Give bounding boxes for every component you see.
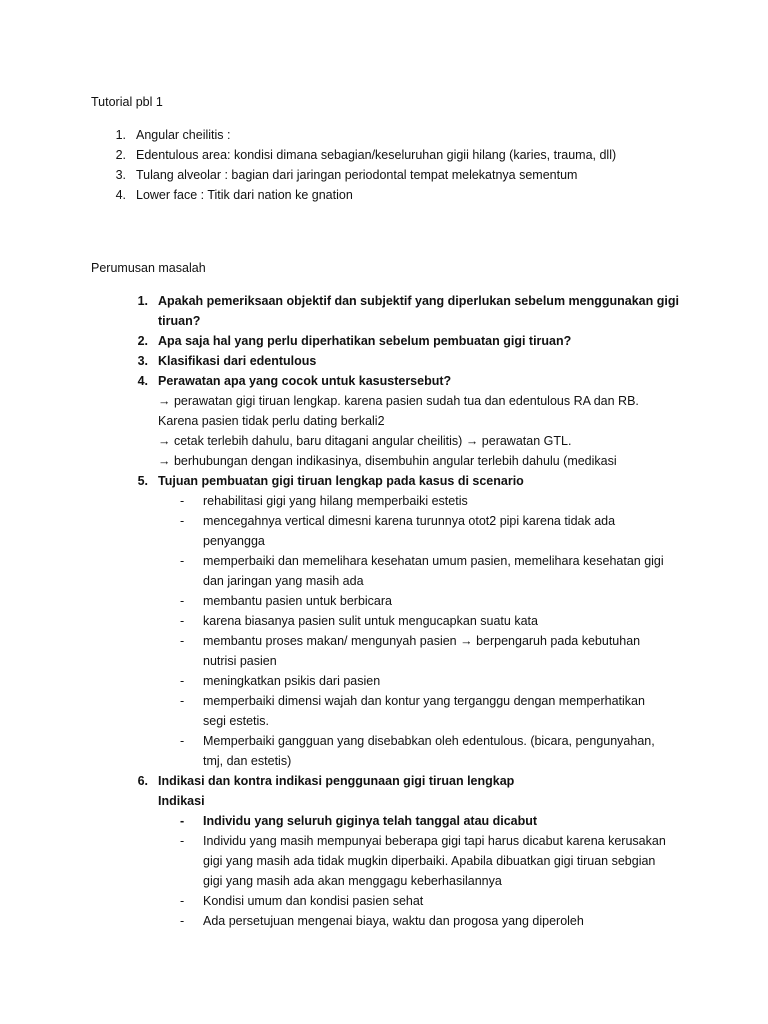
bullet-item: mencegahnya vertical dimesni karena turunnya otot2 pipi karena tidak ada [203,514,616,528]
glossary-number: 2. [115,148,126,162]
bullet-item-continuation: segi estetis. [203,714,270,728]
bullet-item: meningkatkan psikis dari pasien [203,674,381,688]
problem-item: Tujuan pembuatan gigi tiruan lengkap pada kasus di scenario [158,474,524,488]
glossary-item: Edentulous area: kondisi dimana sebagian/keseluruhan gigii hilang (karies, trauma, dll) [136,148,617,162]
bullet-dash: - [180,694,185,708]
glossary-item: Angular cheilitis : [136,128,231,142]
problem-item: Klasifikasi dari edentulous [158,354,317,368]
problem-number: 1. [137,294,148,308]
bullet-dash: - [180,614,185,628]
section-heading: Perumusan masalah [91,261,206,275]
bullet-dash: - [180,894,185,908]
bullet-item: Individu yang seluruh giginya telah tanggal atau dicabut [203,814,538,828]
bullet-item-continuation: nutrisi pasien [203,654,277,668]
bullet-item: Ada persetujuan mengenai biaya, waktu dan progosa yang diperoleh [203,914,584,928]
bullet-dash: - [180,834,185,848]
bullet-item: rehabilitasi gigi yang hilang memperbaiki estetis [203,494,468,508]
problem-item: Indikasi dan kontra indikasi penggunaan gigi tiruan lengkap [158,774,515,788]
bullet-dash: - [180,514,185,528]
problem-item: Apakah pemeriksaan objektif dan subjektif yang diperlukan sebelum menggunakan gigi [158,294,679,308]
problem-number: 3. [137,354,148,368]
bullet-item: memperbaiki dimensi wajah dan kontur yang terganggu dengan memperhatikan [203,694,645,708]
bullet-dash: - [180,914,185,928]
bullet-item-continuation: gigi yang masih ada tidak mugkin diperbaiki. Apabila dibuatkan gigi tiruan sebgian [203,854,656,868]
glossary-number: 1. [115,128,126,142]
problem-number: 2. [137,334,148,348]
answer-line: → cetak terlebih dahulu, baru ditagani angular cheilitis) → perawatan GTL. [158,434,572,448]
problem-number: 6. [137,774,148,788]
bullet-item: membantu proses makan/ mengunyah pasien → berpengaruh pada kebutuhan [203,634,641,648]
bullet-item-continuation: tmj, dan estetis) [203,754,292,768]
bullet-item-continuation: penyangga [203,534,265,548]
answer-line: → berhubungan dengan indikasinya, disembuhin angular terlebih dahulu (medikasi [158,454,617,468]
bullet-dash: - [180,494,185,508]
bullet-item-continuation: gigi yang masih ada akan menggagu keberhasilannya [203,874,502,888]
bullet-item: membantu pasien untuk berbicara [203,594,393,608]
answer-line: Karena pasien tidak perlu dating berkali2 [158,414,385,428]
bullet-dash: - [180,634,185,648]
bullet-item: memperbaiki dan memelihara kesehatan umum pasien, memelihara kesehatan gigi [203,554,664,568]
problem-item: Apa saja hal yang perlu diperhatikan sebelum pembuatan gigi tiruan? [158,334,572,348]
bullet-dash: - [180,734,185,748]
bullet-dash: - [180,594,185,608]
bullet-item: karena biasanya pasien sulit untuk mengucapkan suatu kata [203,614,538,628]
problem-item-continuation: tiruan? [158,314,201,328]
bullet-item-continuation: dan jaringan yang masih ada [203,574,364,588]
bullet-item: Memperbaiki gangguan yang disebabkan oleh edentulous. (bicara, pengunyahan, [203,734,655,748]
document-title: Tutorial pbl 1 [91,95,163,109]
glossary-number: 4. [115,188,126,202]
glossary-item: Lower face : Titik dari nation ke gnation [136,188,353,202]
glossary-number: 3. [115,168,126,182]
bullet-item: Kondisi umum dan kondisi pasien sehat [203,894,424,908]
problem-item: Perawatan apa yang cocok untuk kasustersebut? [158,374,452,388]
glossary-item: Tulang alveolar : bagian dari jaringan periodontal tempat melekatnya sementum [136,168,578,182]
bullet-dash: - [180,674,185,688]
bullet-item: Individu yang masih mempunyai beberapa gigi tapi harus dicabut karena kerusakan [203,834,666,848]
bullet-dash: - [180,814,185,828]
answer-line: → perawatan gigi tiruan lengkap. karena pasien sudah tua dan edentulous RA dan RB. [158,394,639,408]
problem-number: 4. [137,374,148,388]
problem-number: 5. [137,474,148,488]
bullet-dash: - [180,554,185,568]
subheading-indikasi: Indikasi [158,794,205,808]
